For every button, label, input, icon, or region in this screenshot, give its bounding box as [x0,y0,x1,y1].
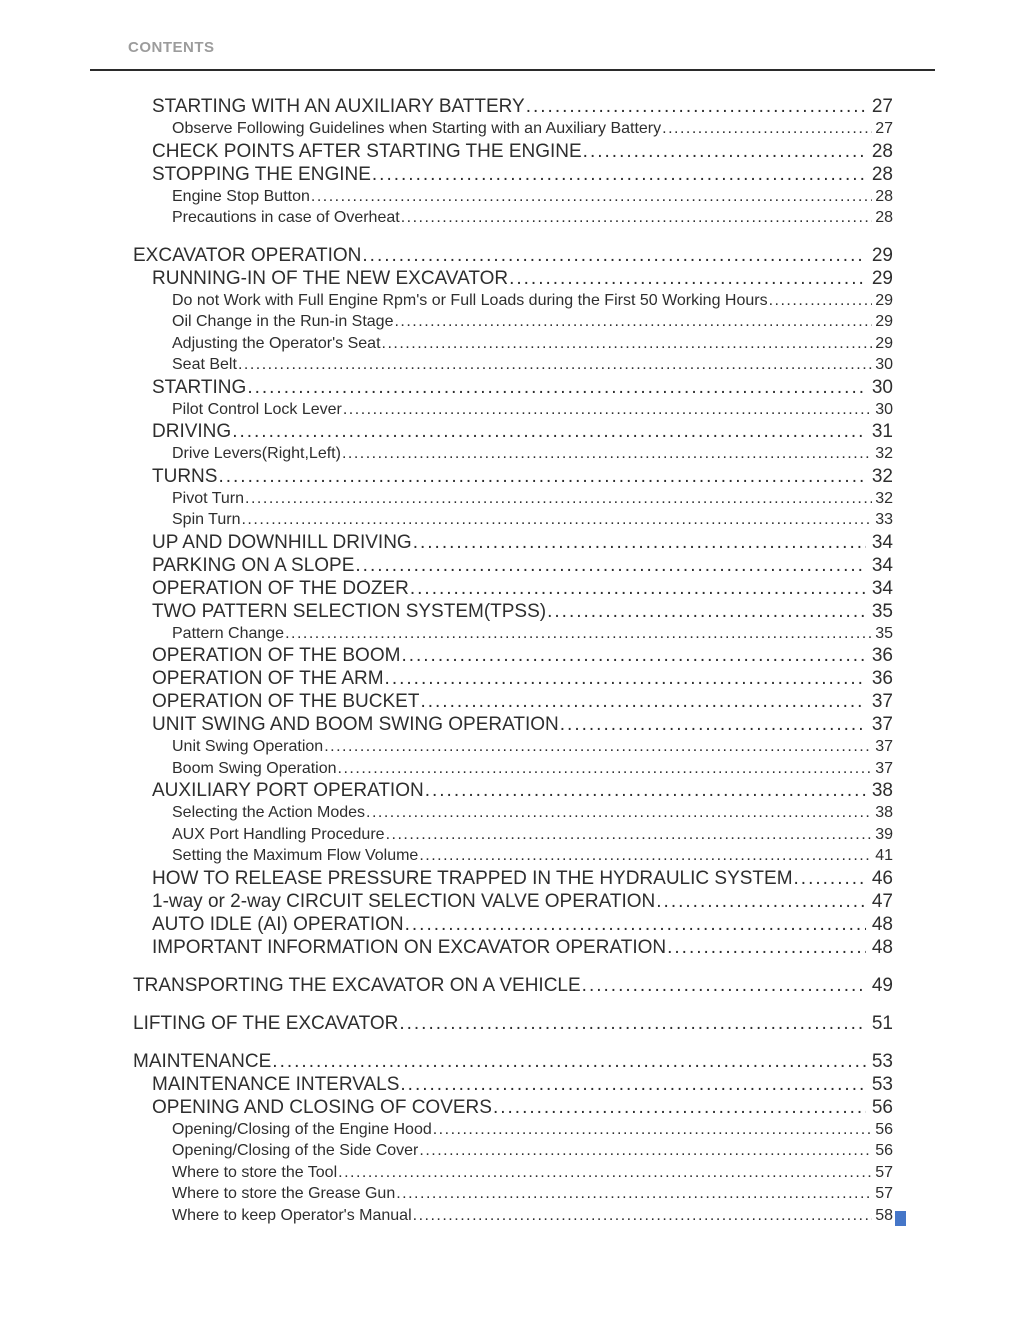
toc-dot-leader [338,1162,872,1184]
toc-entry-page: 27 [871,96,893,117]
toc-entry-title: OPERATION OF THE BOOM [152,645,401,666]
section-gap [133,959,893,974]
toc-entry [133,509,893,531]
toc-entry-page: 30 [875,400,893,418]
toc-entry-page: 34 [871,554,893,576]
toc-entry-title: EXCAVATOR OPERATION [133,244,362,266]
toc-entry [133,554,893,577]
toc-entry-page: 29 [871,244,893,266]
toc-entry-title: Pilot Control Lock Lever [172,400,342,418]
toc-entry [133,1119,893,1141]
toc-entry [133,890,893,913]
toc-dot-leader [311,186,872,208]
toc-entry-title: HOW TO RELEASE PRESSURE TRAPPED IN THE HYDRAULIC SYSTEM [152,867,793,889]
toc-dot-leader [656,890,866,913]
toc-entry-title: Where to store the Grease Gun [172,1185,396,1202]
toc-dot-leader [493,1096,866,1119]
toc-entry [133,1205,893,1227]
toc-entry [133,913,893,936]
toc-entry [133,376,893,399]
toc-dot-leader [401,207,873,229]
toc-dot-leader [342,443,872,465]
toc-entry-page: 48 [871,936,893,958]
toc-entry [133,623,893,645]
toc-entry-title: OPENING AND CLOSING OF COVERS [152,1096,492,1118]
toc-entry [133,736,893,758]
toc-entry [133,936,893,959]
toc-entry-page: 30 [875,356,893,373]
toc-entry-page: 56 [871,1096,893,1118]
toc-entry [133,244,893,267]
toc-dot-leader [526,95,866,118]
toc-entry-title: Oil Change in the Run-in Stage [172,313,394,330]
toc-entry [133,577,893,600]
toc-dot-leader [667,936,866,959]
toc-entry-page: 29 [875,313,893,330]
toc-dot-leader [247,376,866,399]
toc-entry-title: OPERATION OF THE DOZER [152,577,409,599]
toc-entry-title: LIFTING OF THE EXCAVATOR [133,1012,399,1034]
toc-entry-page: 51 [871,1012,893,1034]
toc-dot-leader [386,824,873,846]
toc-entry [133,779,893,802]
toc-dot-leader [218,465,865,488]
toc-dot-leader [399,1012,866,1035]
toc-entry [133,118,893,140]
toc-entry-title: UNIT SWING AND BOOM SWING OPERATION [152,714,559,735]
toc-entry-page: 35 [875,624,893,642]
section-gap [133,997,893,1012]
toc-entry-page: 32 [875,445,893,462]
toc-entry [133,465,893,488]
toc-entry-title: MAINTENANCE [133,1050,272,1072]
toc-entry-page: 32 [871,465,893,487]
toc-entry-page: 28 [871,140,893,162]
toc-entry-title: Seat Belt [172,356,237,373]
toc-entry [133,600,893,623]
toc-dot-leader [272,1050,866,1073]
toc-entry-page: 29 [871,267,893,289]
toc-entry [133,186,893,208]
toc-dot-leader [509,267,866,290]
toc-dot-leader [401,644,865,667]
toc-entry [133,311,893,333]
toc-entry-title: Adjusting the Operator's Seat [172,334,381,352]
toc-entry [133,140,893,163]
toc-entry [133,1183,893,1205]
toc-entry-title: TURNS [152,465,218,487]
toc-dot-leader [433,1119,872,1141]
toc-dot-leader [394,311,872,333]
toc-entry [133,399,893,421]
toc-dot-leader [343,399,872,421]
toc-dot-leader [366,802,872,824]
toc-dot-leader [241,509,872,531]
toc-entry-page: 48 [871,913,893,935]
toc-dot-leader [338,758,873,780]
toc-dot-leader [794,867,866,890]
toc-entry [133,95,893,118]
toc-entry-title: OPERATION OF THE ARM [152,668,384,689]
toc-entry-title: Setting the Maximum Flow Volume [172,847,419,864]
toc-dot-leader [420,690,865,713]
toc-dot-leader [285,623,872,645]
toc-entry [133,974,893,997]
toc-dot-leader [355,554,865,577]
toc-list [133,95,893,1226]
toc-entry-title: OPERATION OF THE BUCKET [152,691,420,712]
toc-entry-page: 28 [875,187,893,205]
toc-entry-page: 38 [871,780,893,801]
toc-dot-leader [400,1073,865,1096]
toc-entry-title: DRIVING [152,421,232,442]
toc-entry-title: STARTING WITH AN AUXILIARY BATTERY [152,96,525,117]
toc-entry-page: 57 [875,1185,893,1202]
blue-mark [895,1211,906,1226]
toc-dot-leader [245,488,872,510]
toc-entry-page: 37 [871,691,893,712]
toc-entry [133,667,893,690]
section-gap [133,229,893,244]
toc-entry [133,1096,893,1119]
toc-entry-title: STOPPING THE ENGINE [152,163,371,185]
toc-dot-leader [396,1183,872,1205]
toc-entry [133,267,893,290]
toc-entry-page: 37 [871,714,893,735]
toc-entry [133,207,893,229]
toc-entry [133,758,893,780]
toc-entry-page: 37 [875,759,893,777]
toc-entry-page: 36 [871,645,893,666]
toc-entry-title: Selecting the Action Modes [172,804,366,821]
toc-entry-page: 36 [871,668,893,689]
toc-entry-page: 29 [875,291,893,309]
toc-entry-title: Opening/Closing of the Engine Hood [172,1120,432,1138]
toc-dot-leader [410,577,866,600]
toc-entry-title: Boom Swing Operation [172,759,337,777]
toc-entry-page: 41 [875,847,893,864]
toc-dot-leader [662,118,872,140]
toc-entry [133,420,893,443]
toc-entry-page: 28 [875,209,893,226]
toc-entry [133,1012,893,1035]
toc-entry [133,1073,893,1096]
toc-entry [133,531,893,554]
toc-entry [133,867,893,890]
toc-entry-title: Pivot Turn [172,489,245,507]
toc-entry [133,644,893,667]
toc-entry-title: Engine Stop Button [172,187,310,205]
toc-dot-leader [372,163,866,186]
toc-entry [133,1050,893,1073]
toc-entry-page: 46 [871,867,893,889]
toc-dot-leader [419,845,872,867]
toc-entry-page: 28 [871,163,893,185]
toc-entry-title: TWO PATTERN SELECTION SYSTEM(TPSS) [152,600,547,622]
toc-dot-leader [583,140,866,163]
toc-entry [133,690,893,713]
toc-entry [133,163,893,186]
toc-entry-page: 35 [871,600,893,622]
toc-entry [133,1140,893,1162]
toc-entry [133,333,893,355]
toc-entry-title: Unit Swing Operation [172,738,324,755]
toc-dot-leader [413,1205,873,1227]
toc-entry-page: 53 [871,1073,893,1095]
toc-entry-page: 38 [875,804,893,821]
toc-entry-title: Where to keep Operator's Manual [172,1206,412,1224]
toc-entry-title: UP AND DOWNHILL DRIVING [152,531,412,553]
toc-entry [133,443,893,465]
toc-entry-page: 56 [875,1142,893,1159]
toc-entry-title: PARKING ON A SLOPE [152,554,355,576]
toc-entry-title: Do not Work with Full Engine Rpm's or Full Loads during the First 50 Working Hours [172,291,768,309]
toc-entry [133,488,893,510]
toc-entry-page: 53 [871,1050,893,1072]
toc-entry-page: 47 [871,890,893,912]
toc-entry-page: 57 [875,1163,893,1181]
toc-dot-leader [769,290,873,312]
toc-entry-title: AUX Port Handling Procedure [172,825,385,843]
toc-entry-page: 37 [875,738,893,755]
toc-entry-page: 31 [871,421,893,442]
toc-dot-leader [362,244,865,267]
toc-entry-title: Spin Turn [172,511,241,528]
toc-entry-page: 27 [875,120,893,137]
toc-entry-title: Opening/Closing of the Side Cover [172,1142,419,1159]
toc-entry [133,824,893,846]
toc-entry [133,802,893,824]
toc-entry-title: CHECK POINTS AFTER STARTING THE ENGINE [152,140,582,162]
contents-header-label: CONTENTS [128,39,215,56]
toc-entry-page: 32 [875,489,893,507]
toc-entry-title: AUXILIARY PORT OPERATION [152,780,424,801]
toc-entry [133,1162,893,1184]
toc-entry-title: Drive Levers(Right,Left) [172,445,341,462]
toc-dot-leader [419,1140,872,1162]
toc-entry-title: Pattern Change [172,624,285,642]
toc-entry-title: RUNNING-IN OF THE NEW EXCAVATOR [152,267,509,289]
toc-dot-leader [385,667,866,690]
toc-entry-page: 49 [871,974,893,996]
toc-entry-page: 30 [871,376,893,398]
toc-dot-leader [405,913,866,936]
header-rule [90,69,935,71]
toc-entry-page: 34 [871,531,893,553]
toc-entry-title: STARTING [152,376,247,398]
toc-entry-title: TRANSPORTING THE EXCAVATOR ON A VEHICLE [133,974,581,996]
toc-entry-title: Precautions in case of Overheat [172,209,400,226]
toc-entry-page: 29 [875,334,893,352]
toc-dot-leader [382,333,873,355]
toc-entry [133,845,893,867]
toc-dot-leader [425,779,866,802]
toc-entry-page: 39 [875,825,893,843]
toc-dot-leader [238,354,872,376]
toc-entry-title: 1-way or 2-way CIRCUIT SELECTION VALVE OPERATION [152,890,656,912]
section-gap [133,1035,893,1050]
toc-dot-leader [232,420,866,443]
toc-entry-title: Observe Following Guidelines when Starting with an Auxiliary Battery [172,120,662,137]
toc-entry [133,290,893,312]
toc-dot-leader [547,600,866,623]
toc-dot-leader [560,713,866,736]
toc-entry-page: 34 [871,577,893,599]
toc-dot-leader [324,736,872,758]
toc-entry-title: Where to store the Tool [172,1163,338,1181]
toc-entry-page: 58 [875,1206,893,1224]
toc-dot-leader [413,531,866,554]
toc-entry-title: IMPORTANT INFORMATION ON EXCAVATOR OPERATION [152,936,667,958]
toc-entry [133,354,893,376]
toc-entry-page: 56 [875,1120,893,1138]
toc-entry-title: AUTO IDLE (AI) OPERATION [152,913,404,935]
toc-dot-leader [582,974,866,997]
toc-entry-title: MAINTENANCE INTERVALS [152,1073,400,1095]
toc-entry-page: 33 [875,511,893,528]
toc-entry [133,713,893,736]
